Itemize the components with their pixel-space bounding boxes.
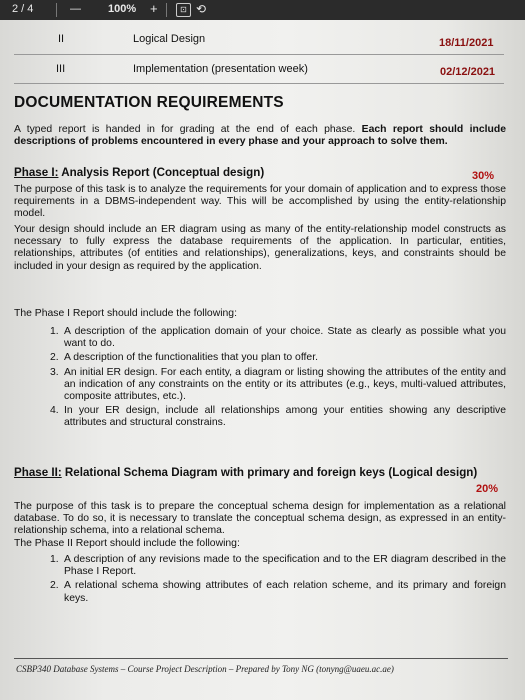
phase-2-title-text: Relational Schema Diagram with primary and foreign keys (Logical design) xyxy=(61,466,478,479)
zoom-level: 100% xyxy=(108,3,137,15)
phase-2-list xyxy=(50,554,506,605)
pdf-toolbar xyxy=(0,0,525,20)
phase-1-paragraph: The purpose of this task is to analyze the requirements for your domain of application and to express those requirements in a DBMS-independent way. This will be accomplished by using the entity-relationship model. xyxy=(14,184,506,220)
page-footer: CSBP340 Database Systems – Course Project Description – Prepared by Tony NG (tonyng@uaeu.ac.ae) xyxy=(16,664,394,674)
document-page xyxy=(0,20,525,700)
schedule-row-number: III xyxy=(56,63,66,75)
list-item: 2. A description of the functionalities that you plan to offer. xyxy=(50,352,318,364)
schedule-row-label: Implementation (presentation week) xyxy=(133,63,308,75)
phase-2-title xyxy=(14,466,506,479)
table-divider xyxy=(14,54,504,55)
phase-2-label: Phase II: xyxy=(14,466,62,479)
intro-bold-text: Each report should include descriptions of problems encountered in every phase and your approach to solve them. xyxy=(14,124,506,148)
schedule-row-date: 02/12/2021 xyxy=(440,66,496,78)
fit-page-icon[interactable]: ⊡ xyxy=(176,3,191,17)
phase-1-paragraph: Your design should include an ER diagram using as many of the entity-relationship model constructs as necessary to fully express the database requirements of the application. In particular, entities, relationships, attributes (of entities and relationships), generalizations, keys, and constraints should be included in your design as required by the application. xyxy=(14,224,506,272)
toolbar-divider xyxy=(166,3,167,17)
footer-rule xyxy=(14,658,508,659)
phase-1-title xyxy=(14,166,264,179)
list-item: 1. A description of any revisions made to the specification and to the ER diagram described in the Phase I Report. xyxy=(50,554,506,578)
phase-1-list-intro: The Phase I Report should include the following: xyxy=(14,308,237,319)
table-divider xyxy=(14,83,504,84)
phase-1-label: Phase I: xyxy=(14,166,59,179)
list-item: 4. In your ER design, include all relationships among your entities showing any descriptive attributes and structural constrains. xyxy=(50,405,506,429)
phase-2-weight: 20% xyxy=(476,483,499,495)
list-item: 2. A relational schema showing attributes of each relation scheme, and its primary and foreign keys. xyxy=(50,580,506,604)
phase-2-paragraph: The purpose of this task is to prepare the conceptual schema design for implementation as a relational database. To do so, it is necessary to translate the conceptual schema design, as expressed in an entity-relationship schema, into a relational schema. xyxy=(14,501,506,537)
section-heading: DOCUMENTATION REQUIREMENTS xyxy=(14,94,284,111)
schedule-row-date: 18/11/2021 xyxy=(439,37,494,49)
phase-1-title-text: Analysis Report (Conceptual design) xyxy=(58,166,265,179)
toolbar-divider xyxy=(56,3,57,17)
rotate-icon[interactable]: ⟲ xyxy=(196,2,207,16)
list-item: 3. An initial ER design. For each entity, a diagram or listing showing the attributes of the entity and an indication of any constraints on the entity or its attributes (e.g., keys, multi-valued attributes, composite attributes, etc.). xyxy=(50,366,506,403)
schedule-row-number: II xyxy=(58,33,65,45)
zoom-in-button[interactable]: + xyxy=(150,1,158,16)
phase-2-list-intro: The Phase II Report should include the following: xyxy=(14,538,240,549)
phase-1-list xyxy=(50,326,506,430)
intro-paragraph xyxy=(14,124,506,148)
list-item: 1. A description of the application domain of your choice. State as clearly as possible what you want to do. xyxy=(50,326,506,350)
page-indicator: 2 / 4 xyxy=(12,3,34,15)
schedule-row-label: Logical Design xyxy=(133,33,206,45)
zoom-out-button[interactable]: — xyxy=(70,3,81,15)
intro-text: A typed report is handed in for grading at the end of each phase. xyxy=(14,124,362,135)
phase-1-weight: 30% xyxy=(472,170,495,182)
